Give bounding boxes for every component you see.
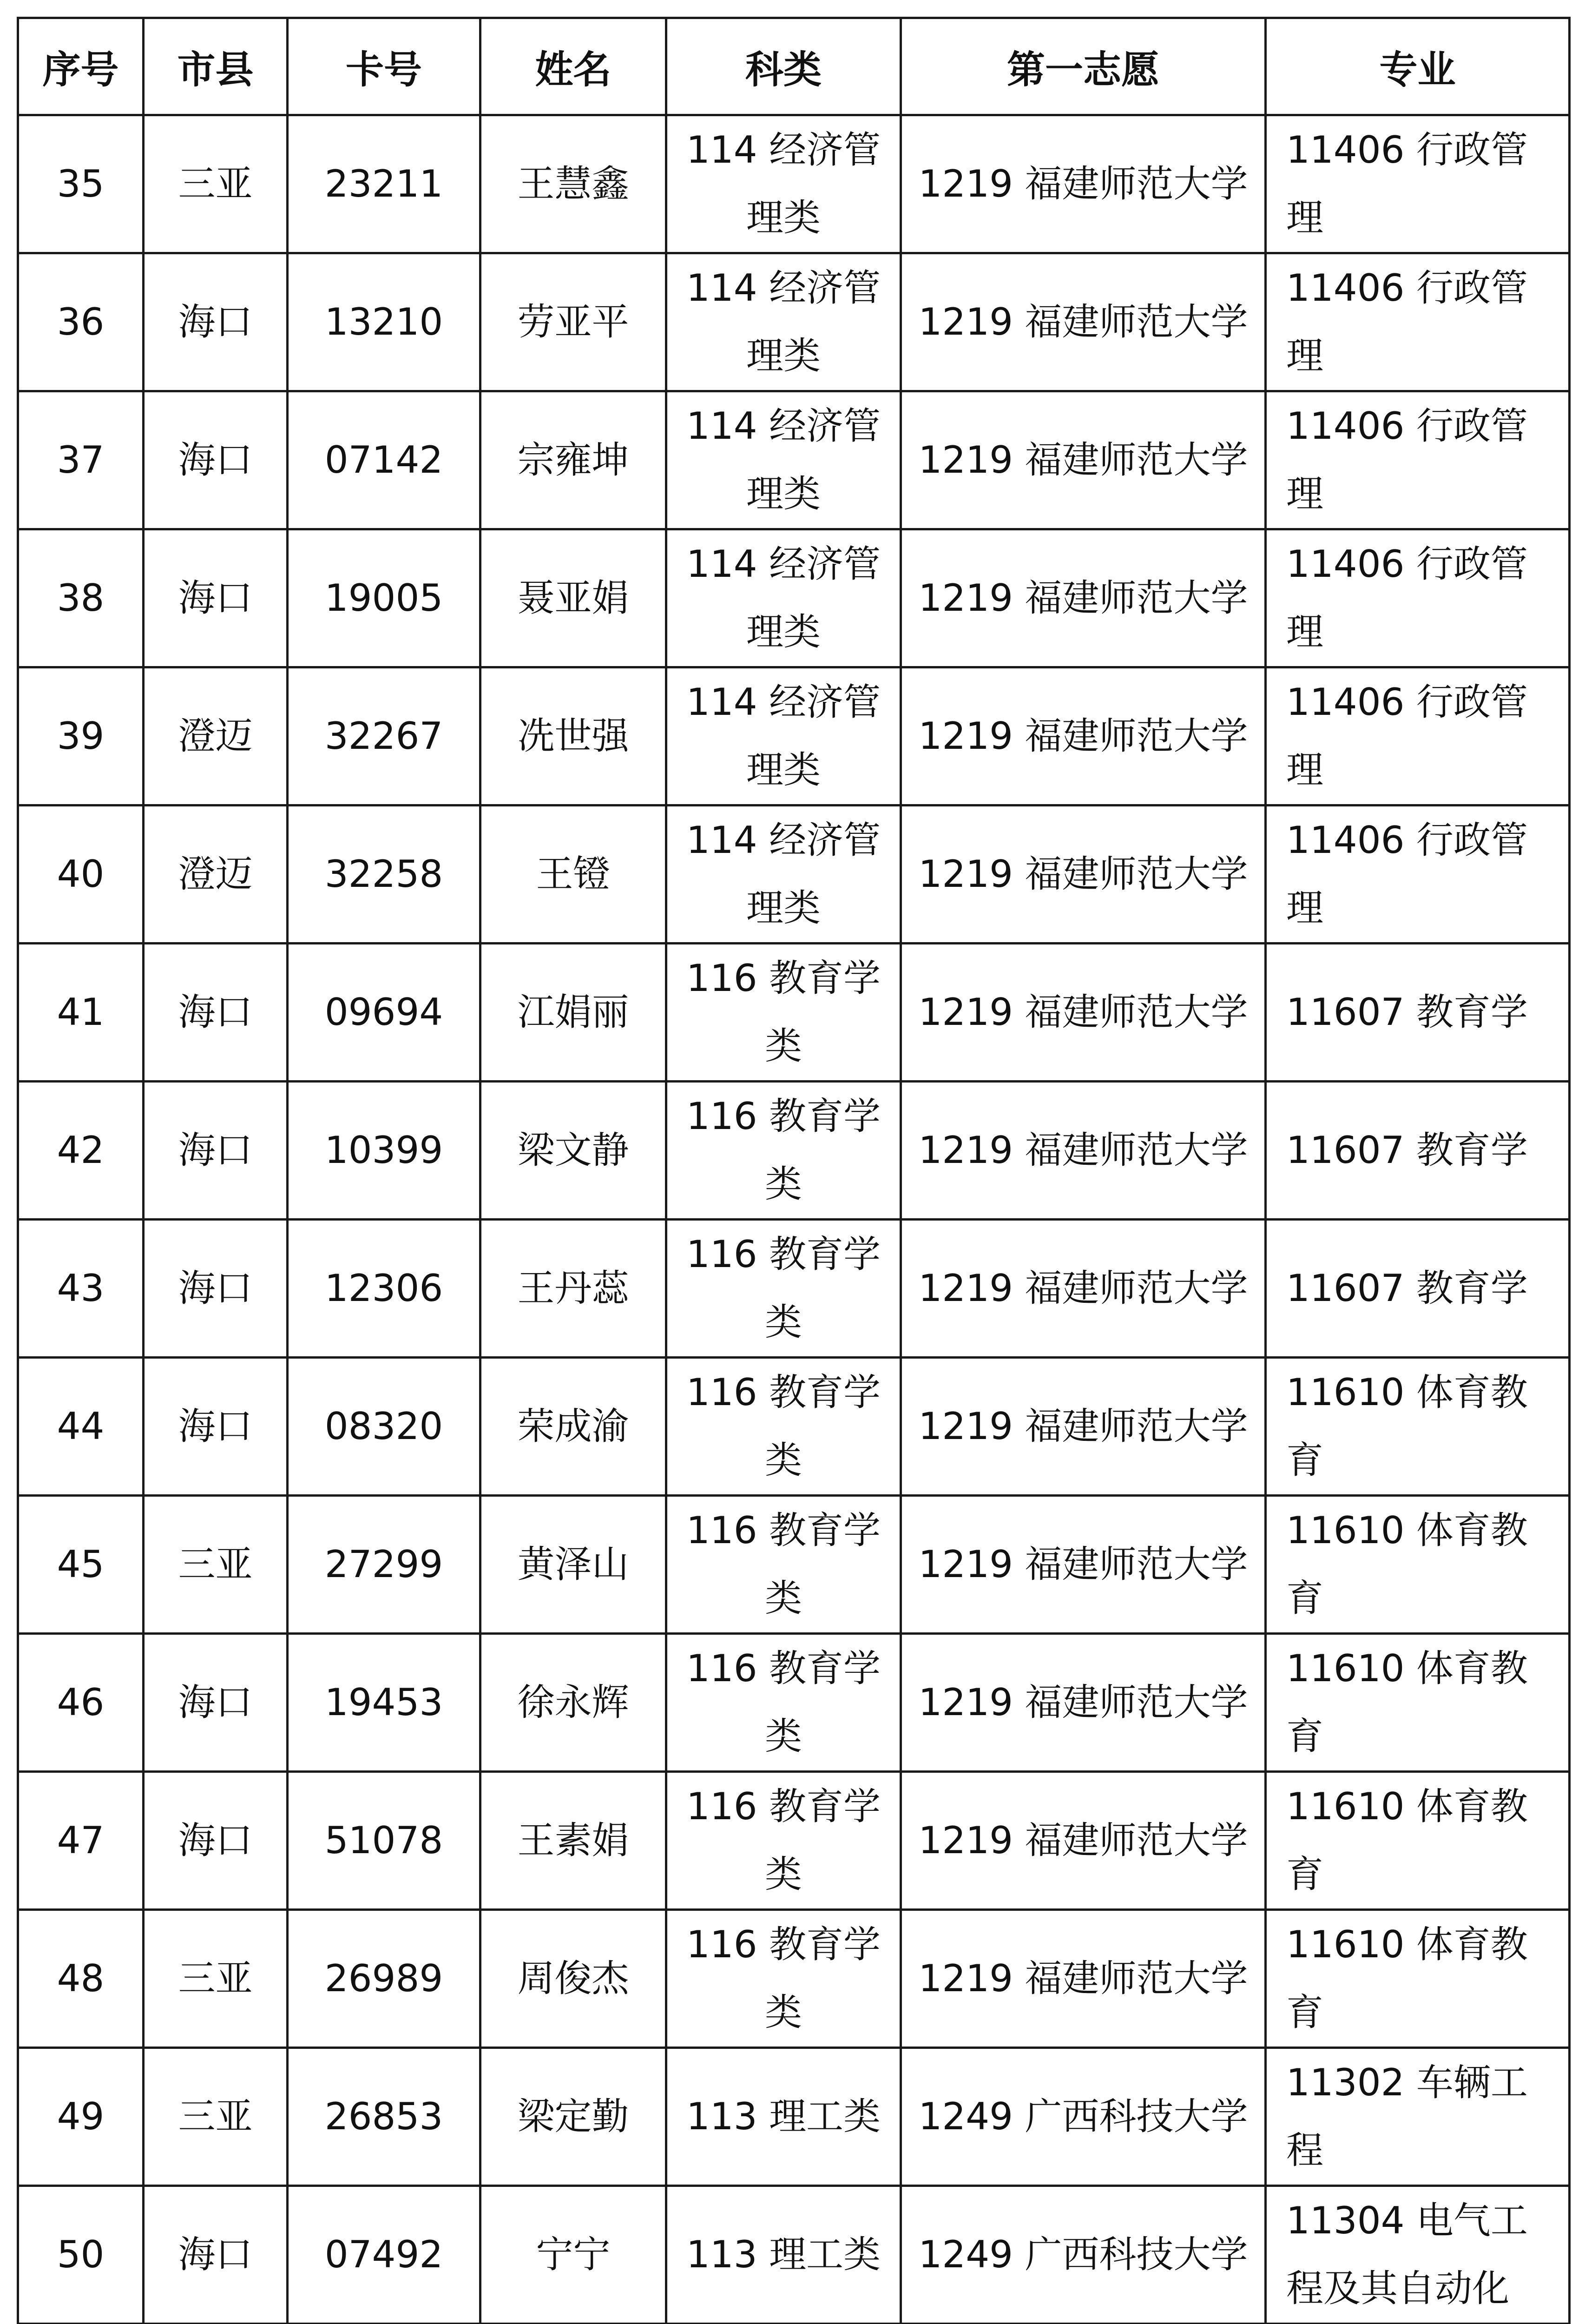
cell-city: 三亚: [144, 1910, 288, 2048]
cell-major: 11610 体育教育: [1266, 1358, 1570, 1496]
cell-category: 113 理工类: [666, 2186, 901, 2324]
cell-card: 10399: [288, 1082, 480, 1220]
cell-index: 35: [18, 115, 144, 253]
cell-card: 19453: [288, 1634, 480, 1772]
cell-index: 39: [18, 667, 144, 805]
cell-index: 50: [18, 2186, 144, 2324]
table-row: [18, 1496, 1570, 1634]
table-row: [18, 1358, 1570, 1496]
cell-city: 海口: [144, 1772, 288, 1910]
cell-index: 48: [18, 1910, 144, 2048]
table-row: [18, 667, 1570, 805]
cell-city: 澄迈: [144, 805, 288, 944]
cell-category: 114 经济管理类: [666, 805, 901, 944]
cell-category: 116 教育学类: [666, 1772, 901, 1910]
header-major: 专业: [1266, 18, 1570, 115]
cell-city: 海口: [144, 529, 288, 667]
table-row: [18, 115, 1570, 253]
table-row: [18, 1910, 1570, 2048]
table-row: [18, 391, 1570, 529]
cell-category: 116 教育学类: [666, 1634, 901, 1772]
cell-index: 38: [18, 529, 144, 667]
cell-index: 43: [18, 1220, 144, 1358]
cell-card: 32258: [288, 805, 480, 944]
cell-choice: 1219 福建师范大学: [901, 529, 1266, 667]
cell-category: 113 理工类: [666, 2048, 901, 2186]
cell-major: 11406 行政管理: [1266, 391, 1570, 529]
cell-card: 12306: [288, 1220, 480, 1358]
cell-category: 114 经济管理类: [666, 115, 901, 253]
cell-major: 11607 教育学: [1266, 1220, 1570, 1358]
cell-name: 王慧鑫: [480, 115, 666, 253]
cell-card: 07142: [288, 391, 480, 529]
cell-category: 116 教育学类: [666, 1910, 901, 2048]
cell-name: 黄泽山: [480, 1496, 666, 1634]
cell-index: 40: [18, 805, 144, 944]
header-choice: 第一志愿: [901, 18, 1266, 115]
cell-city: 海口: [144, 1634, 288, 1772]
table-row: [18, 1220, 1570, 1358]
cell-choice: 1219 福建师范大学: [901, 805, 1266, 944]
cell-city: 澄迈: [144, 667, 288, 805]
cell-choice: 1219 福建师范大学: [901, 1772, 1266, 1910]
cell-index: 41: [18, 944, 144, 1082]
header-index: 序号: [18, 18, 144, 115]
cell-city: 海口: [144, 2186, 288, 2324]
table-row: [18, 805, 1570, 944]
cell-name: 梁定勤: [480, 2048, 666, 2186]
cell-name: 宗雍坤: [480, 391, 666, 529]
cell-name: 冼世强: [480, 667, 666, 805]
cell-choice: 1219 福建师范大学: [901, 1910, 1266, 2048]
cell-card: 09694: [288, 944, 480, 1082]
cell-index: 45: [18, 1496, 144, 1634]
cell-city: 三亚: [144, 115, 288, 253]
admission-table: [17, 17, 1571, 2324]
cell-card: 26853: [288, 2048, 480, 2186]
cell-name: 宁宁: [480, 2186, 666, 2324]
cell-category: 116 教育学类: [666, 1496, 901, 1634]
cell-category: 116 教育学类: [666, 1082, 901, 1220]
cell-city: 海口: [144, 944, 288, 1082]
cell-card: 32267: [288, 667, 480, 805]
cell-category: 116 教育学类: [666, 1358, 901, 1496]
cell-major: 11406 行政管理: [1266, 115, 1570, 253]
cell-choice: 1219 福建师范大学: [901, 1634, 1266, 1772]
cell-city: 海口: [144, 253, 288, 391]
cell-index: 46: [18, 1634, 144, 1772]
cell-card: 08320: [288, 1358, 480, 1496]
cell-major: 11304 电气工程及其自动化: [1266, 2186, 1570, 2324]
cell-city: 海口: [144, 1220, 288, 1358]
table-row: [18, 1082, 1570, 1220]
cell-choice: 1219 福建师范大学: [901, 944, 1266, 1082]
cell-category: 116 教育学类: [666, 944, 901, 1082]
cell-category: 114 经济管理类: [666, 529, 901, 667]
cell-index: 37: [18, 391, 144, 529]
cell-choice: 1219 福建师范大学: [901, 1220, 1266, 1358]
cell-choice: 1219 福建师范大学: [901, 1496, 1266, 1634]
cell-card: 19005: [288, 529, 480, 667]
cell-choice: 1219 福建师范大学: [901, 667, 1266, 805]
cell-category: 114 经济管理类: [666, 391, 901, 529]
cell-city: 海口: [144, 391, 288, 529]
cell-name: 周俊杰: [480, 1910, 666, 2048]
table-row: [18, 1634, 1570, 1772]
cell-card: 07492: [288, 2186, 480, 2324]
cell-name: 聂亚娟: [480, 529, 666, 667]
table-row: [18, 253, 1570, 391]
table-body: [18, 115, 1570, 2324]
cell-choice: 1249 广西科技大学: [901, 2048, 1266, 2186]
cell-index: 44: [18, 1358, 144, 1496]
cell-name: 王镫: [480, 805, 666, 944]
cell-choice: 1219 福建师范大学: [901, 391, 1266, 529]
cell-city: 海口: [144, 1082, 288, 1220]
cell-card: 27299: [288, 1496, 480, 1634]
cell-choice: 1219 福建师范大学: [901, 115, 1266, 253]
cell-name: 王丹蕊: [480, 1220, 666, 1358]
cell-choice: 1219 福建师范大学: [901, 1358, 1266, 1496]
cell-major: 11406 行政管理: [1266, 805, 1570, 944]
cell-major: 11406 行政管理: [1266, 667, 1570, 805]
header-category: 科类: [666, 18, 901, 115]
header-card: 卡号: [288, 18, 480, 115]
cell-choice: 1219 福建师范大学: [901, 253, 1266, 391]
cell-name: 王素娟: [480, 1772, 666, 1910]
table-row: [18, 2186, 1570, 2324]
cell-category: 114 经济管理类: [666, 667, 901, 805]
cell-category: 116 教育学类: [666, 1220, 901, 1358]
cell-name: 劳亚平: [480, 253, 666, 391]
cell-card: 13210: [288, 253, 480, 391]
admission-list-document: [17, 17, 1568, 2324]
cell-name: 荣成渝: [480, 1358, 666, 1496]
cell-index: 49: [18, 2048, 144, 2186]
table-row: [18, 1772, 1570, 1910]
cell-name: 江娟丽: [480, 944, 666, 1082]
cell-city: 海口: [144, 1358, 288, 1496]
cell-choice: 1249 广西科技大学: [901, 2186, 1266, 2324]
cell-index: 47: [18, 1772, 144, 1910]
header-row: [18, 18, 1570, 115]
cell-card: 51078: [288, 1772, 480, 1910]
cell-card: 26989: [288, 1910, 480, 2048]
cell-index: 36: [18, 253, 144, 391]
cell-name: 徐永辉: [480, 1634, 666, 1772]
cell-major: 11607 教育学: [1266, 1082, 1570, 1220]
cell-index: 42: [18, 1082, 144, 1220]
cell-major: 11406 行政管理: [1266, 529, 1570, 667]
cell-city: 三亚: [144, 1496, 288, 1634]
cell-major: 11302 车辆工程: [1266, 2048, 1570, 2186]
table-row: [18, 2048, 1570, 2186]
cell-major: 11610 体育教育: [1266, 1910, 1570, 2048]
cell-major: 11607 教育学: [1266, 944, 1570, 1082]
cell-major: 11610 体育教育: [1266, 1772, 1570, 1910]
header-city: 市县: [144, 18, 288, 115]
cell-category: 114 经济管理类: [666, 253, 901, 391]
cell-city: 三亚: [144, 2048, 288, 2186]
header-name: 姓名: [480, 18, 666, 115]
table-row: [18, 529, 1570, 667]
cell-card: 23211: [288, 115, 480, 253]
cell-major: 11610 体育教育: [1266, 1634, 1570, 1772]
cell-name: 梁文静: [480, 1082, 666, 1220]
cell-choice: 1219 福建师范大学: [901, 1082, 1266, 1220]
table-row: [18, 944, 1570, 1082]
cell-major: 11406 行政管理: [1266, 253, 1570, 391]
cell-major: 11610 体育教育: [1266, 1496, 1570, 1634]
